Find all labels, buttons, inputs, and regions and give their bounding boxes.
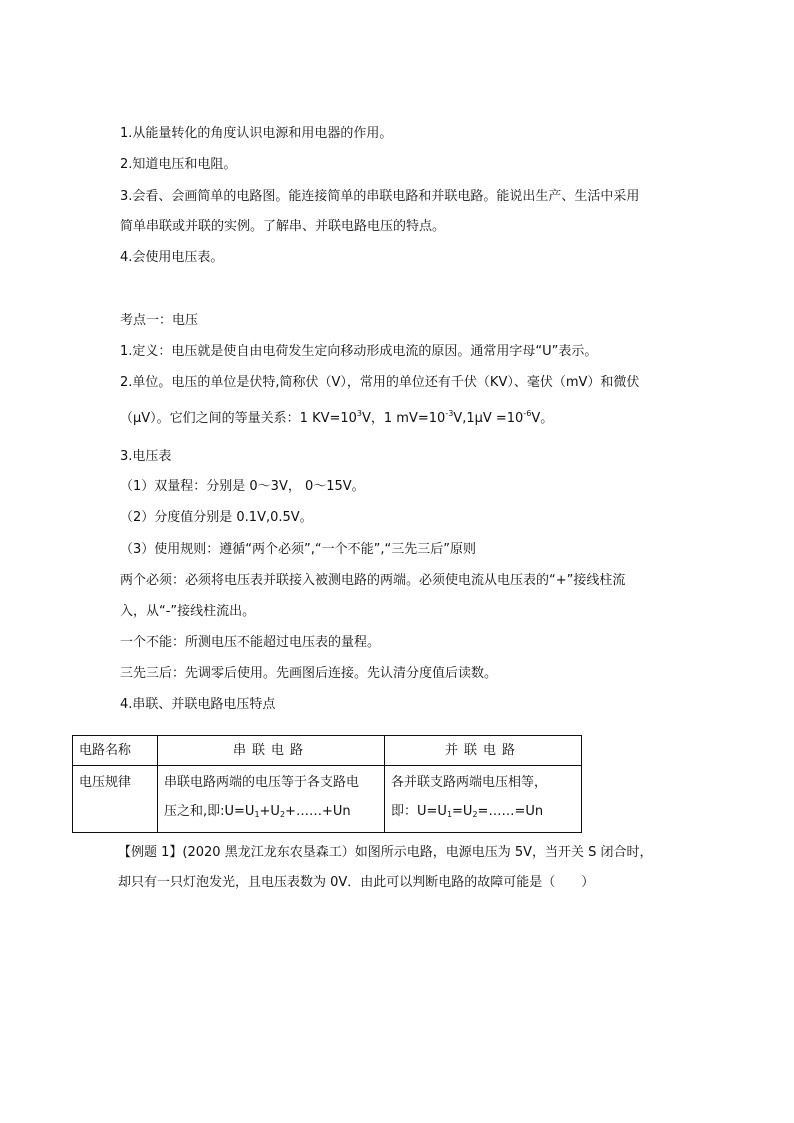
objective-2: 2.知道电压和电阻。: [120, 157, 237, 172]
header-series: 串联电路: [158, 736, 385, 766]
objective-3-cont: 简单串联或并联的实例。了解串、并联电路电压的特点。: [120, 219, 446, 234]
series-rule-line-1: 串联电路两端的电压等于各支路电: [164, 775, 360, 790]
parallel-rule-line-2: 即：$U=U_1=U_2=\dots\dots=Un$: [391, 804, 544, 819]
voltmeter-title: 3.电压表: [120, 449, 172, 464]
header-parallel: 并联电路: [385, 736, 582, 766]
objective-1: 1.从能量转化的角度认识电源和用电器的作用。: [120, 126, 393, 141]
features-title: 4.串联、并联电路电压特点: [120, 697, 276, 712]
voltmeter-division: （2）分度值分别是 0.1V,0.5V。: [120, 510, 313, 525]
definition: 1.定义：电压就是使自由电荷发生定向移动形成电流的原因。通常用字母“U”表示。: [120, 344, 598, 359]
section-title: 考点一：电压: [120, 313, 199, 328]
must-line-1: 两个必须：必须将电压表并联接入被测电路的两端。必须使电流从电压表的“+”接线柱流: [120, 573, 626, 588]
must-line-2: 入，从“-”接线柱流出。: [120, 604, 256, 619]
series-rule-line-2: 压之和,即$:U=U_1+U_2+\dots\dots+Un$: [164, 804, 351, 819]
voltmeter-range: （1）双量程：分别是 0～3V， 0～15V。: [120, 479, 365, 494]
unit-line-2: （μV）。它们之间的等量关系：1 $KV=10^3V$，1 $mV=10^{-3}V,1\mu V =10^{-6}V$。: [120, 409, 554, 426]
table-header-row: [73, 736, 582, 766]
series-rule: [158, 766, 385, 833]
cannot-rule: 一个不能：所测电压不能超过电压表的量程。: [120, 635, 381, 650]
voltage-features-table: [72, 735, 582, 833]
table-row: [73, 766, 582, 833]
example-line-2: 却只有一只灯泡发光，且电压表数为 0V．由此可以判断电路的故障可能是（ ）: [118, 875, 595, 890]
parallel-rule-line-1: 各并联支路两端电压相等，: [391, 775, 548, 790]
example-line-1: 【例题 1】(2020 黑龙江龙东农垦森工）如图所示电路，电源电压为 5V，当开关 S 闭合时，: [118, 845, 653, 860]
unit-line-1: 2.单位。电压的单位是伏特,简称伏（V），常用的单位还有千伏（KV）、毫伏（mV）和微伏: [120, 375, 640, 390]
parallel-rule: [385, 766, 582, 833]
three-rule: 三先三后：先调零后使用。先画图后连接。先认清分度值后读数。: [120, 666, 498, 681]
objective-4: 4.会使用电压表。: [120, 250, 224, 265]
objective-3: 3.会看、会画简单的电路图。能连接简单的串联电路和并联电路。能说出生产、生活中采用: [120, 189, 640, 204]
voltmeter-rules: （3）使用规则：遵循“两个必须”,“一个不能”,“三先三后”原则: [120, 542, 476, 557]
header-circuit-name: 电路名称: [73, 736, 158, 766]
row-label: 电压规律: [73, 766, 158, 833]
